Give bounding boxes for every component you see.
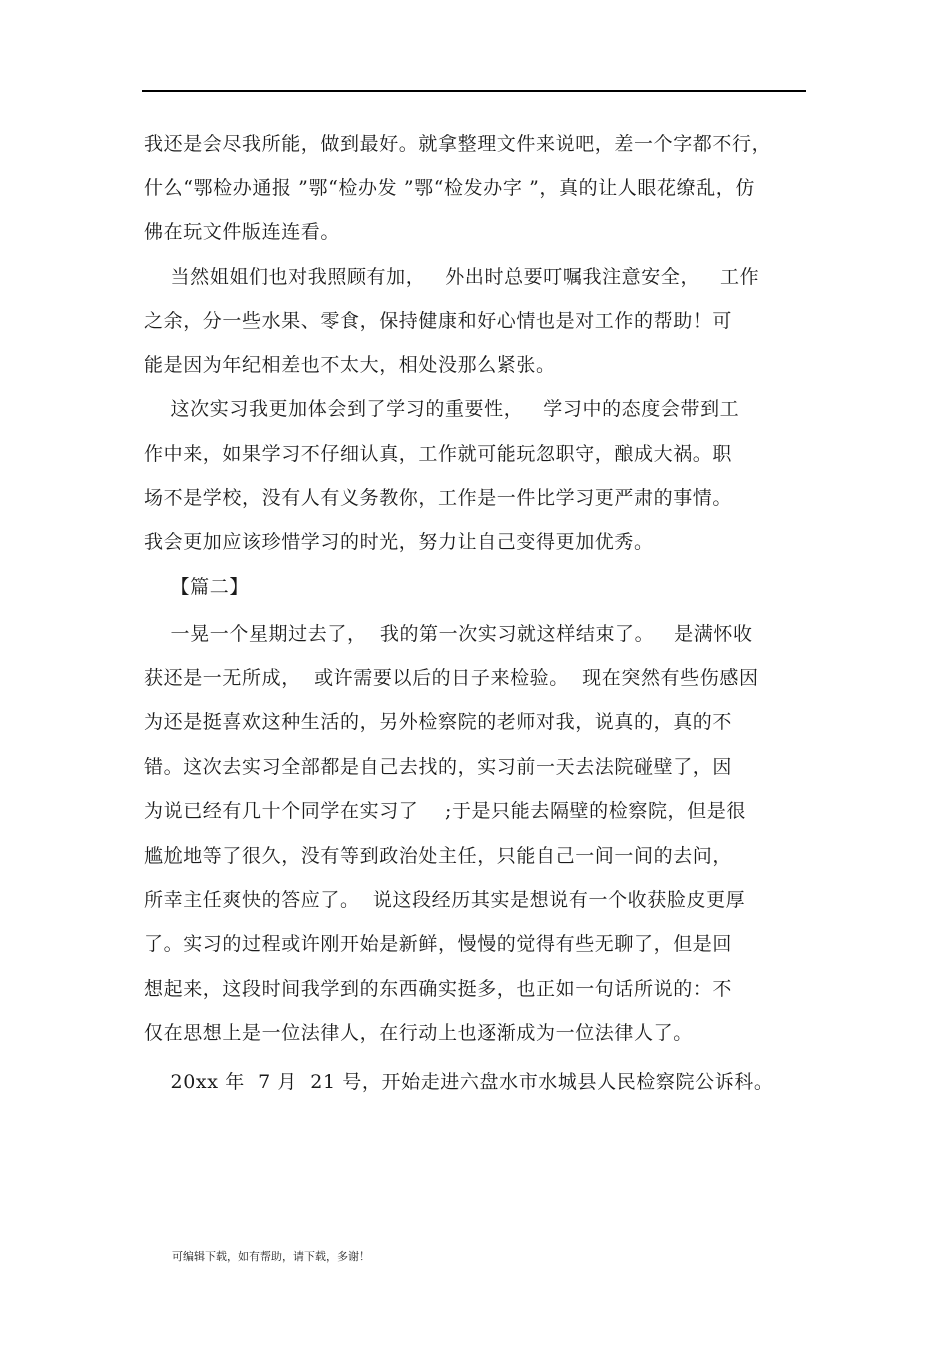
text-line: 一晃一个星期过去了， 我的第一次实习就这样结束了。 是满怀收 bbox=[144, 623, 753, 645]
text-line: 场不是学校，没有人有义务教你，工作是一件比学习更严肃的事情。 bbox=[144, 487, 733, 509]
text-line: 了。实习的过程或许刚开始是新鲜，慢慢的觉得有些无聊了，但是回 bbox=[144, 933, 733, 955]
text-line: 我还是会尽我所能，做到最好。就拿整理文件来说吧，差一个字都不行， bbox=[144, 133, 772, 155]
text-line: 什么“鄂检办通报 ”鄂“检办发 ”鄂“检发办字 ”，真的让人眼花缭乱，仿 bbox=[144, 177, 756, 199]
text-line: 为还是挺喜欢这种生活的，另外检察院的老师对我，说真的，真的不 bbox=[144, 711, 733, 733]
text-line: 当然姐姐们也对我照顾有加， 外出时总要叮嘱我注意安全， 工作 bbox=[144, 266, 760, 288]
section-heading: 【篇二】 bbox=[144, 576, 249, 598]
footer-note: 可编辑下载，如有帮助，请下载，多谢！ bbox=[172, 1250, 370, 1263]
text-line: 所幸主任爽快的答应了。 说这段经历其实是想说有一个收获脸皮更厚 bbox=[144, 889, 746, 911]
text-line: 尴尬地等了很久，没有等到政治处主任，只能自己一间一间的去问， bbox=[144, 845, 733, 867]
text-line: 这次实习我更加体会到了学习的重要性， 学习中的态度会带到工 bbox=[144, 398, 740, 420]
text-line: 错。这次去实习全部都是自己去找的，实习前一天去法院碰壁了，因 bbox=[144, 756, 733, 778]
text-line: 获还是一无所成， 或许需要以后的日子来检验。 现在突然有些伤感因 bbox=[144, 667, 759, 689]
text-line: 仅在思想上是一位法律人，在行动上也逐渐成为一位法律人了。 bbox=[144, 1022, 693, 1044]
text-line: 想起来，这段时间我学到的东西确实挺多，也正如一句话所说的：不 bbox=[144, 978, 733, 1000]
text-line: 作中来，如果学习不仔细认真，工作就可能玩忽职守，酿成大祸。职 bbox=[144, 443, 733, 465]
text-line: 佛在玩文件版连连看。 bbox=[144, 221, 341, 243]
header-rule bbox=[142, 90, 806, 92]
text-line: 之余，分一些水果、零食，保持健康和好心情也是对工作的帮助！可 bbox=[144, 310, 733, 332]
text-line: 我会更加应该珍惜学习的时光，努力让自己变得更加优秀。 bbox=[144, 531, 654, 553]
text-line: 20xx 年 7 月 21 号，开始走进六盘水市水城县人民检察院公诉科。 bbox=[144, 1071, 774, 1093]
text-line: 为说已经有几十个同学在实习了 ;于是只能去隔壁的检察院，但是很 bbox=[144, 800, 746, 822]
text-line: 能是因为年纪相差也不太大，相处没那么紧张。 bbox=[144, 354, 556, 376]
